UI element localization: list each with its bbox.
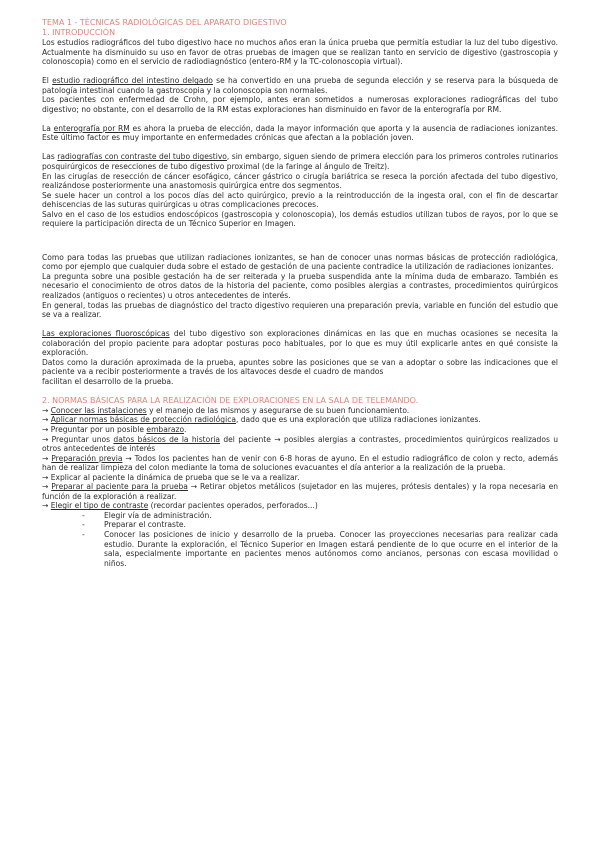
paragraph-7: Se suele hacer un control a los pocos días del acto quirúrgico, previo a la reintroducción de la ingesta oral, con el fin de descartar dehiscencias de las suturas quirúrgicas u otras complicaciones precoces. bbox=[42, 190, 558, 210]
norm-item-7: → Preparar al paciente para la prueba → Retirar objetos metálicos (sujetador en las mujeres, prótesis dentales) y la ropa necesaria en función de la exploración a realizar. bbox=[42, 482, 558, 501]
paragraph-10: La pregunta sobre una posible gestación ha de ser reiterada y la prueba suspendida ante la mínima duda de embarazo. También es necesario el conocimiento de otros datos de la historia del paciente, como posibles alergias a contrastes, procedimientos quirúrgicos realizados (antiguos o recientes) u otros antecedentes de interés. bbox=[42, 271, 558, 300]
document-body bbox=[42, 18, 558, 568]
norm-item-8: → Elegir el tipo de contraste (recordar pacientes operados, perforados...) bbox=[42, 501, 318, 511]
link-exploraciones-fluoroscopicas: Las exploraciones fluoroscópicas bbox=[42, 329, 170, 339]
paragraph-4: La enterografía por RM es ahora la prueba de elección, dada la mayor información que aporta y la ausencia de radiaciones ionizantes. Este último factor es muy importante en enfermedades crónicas que afectan a la población joven. bbox=[42, 123, 558, 143]
paragraph-13: Datos como la duración aproximada de la prueba, apuntes sobre las posiciones que se van a adoptar o sobre las indicaciones que el paciente va a recibir posteriormente a través de los altavoces desde el cuadro de mandos bbox=[42, 357, 558, 377]
paragraph-6: En las cirugías de resección de cáncer esofágico, cáncer gástrico o cirugía bariátrica se reseca la porción afectada del tubo digestivo, realizándose posteriormente una anastomosis quirúrgica entre dos segmentos. bbox=[42, 171, 558, 191]
link-enterografia-rm: enterografía por RM bbox=[53, 123, 130, 133]
paragraph-9: Como para todas las pruebas que utilizan radiaciones ionizantes, se han de conocer unas normas básicas de protección radiológica, como por ejemplo que cualquier duda sobre el estado de gestación de una paciente contradice la utilización de radiaciones ionizantes. bbox=[42, 252, 558, 272]
norm-item-4: → Preguntar unos datos básicos de la historia del paciente → posibles alergias a contrastes, procedimientos quirúrgicos realizados u otros antecedentes de interés bbox=[42, 434, 558, 454]
paragraph-11: En general, todas las pruebas de diagnóstico del tracto digestivo requieren una preparación previa, variable en función del estudio que se va a realizar. bbox=[42, 300, 558, 320]
paragraph-12: Las exploraciones fluoroscópicas del tubo digestivo son exploraciones dinámicas en las que en muchas ocasiones se necesita la colaboración del propio paciente para adoptar posturas poco habituales, por lo que es muy útil explicarle antes en qué consiste la exploración. bbox=[42, 329, 558, 358]
paragraph-5: Las radiografías con contraste del tubo digestivo, sin embargo, siguen siendo de primera elección para los primeros controles rutinarios posquirúrgicos de resecciones de tubo digestivo proximal (de la faringe al ángulo de Treitz). bbox=[42, 152, 558, 171]
norm-item-1: → Conocer las instalaciones y el manejo de las mismos y asegurarse de su buen funcionamiento. bbox=[42, 405, 410, 415]
paragraph-1: Los estudios radiográficos del tubo digestivo hace no muchos años eran la única prueba que permitía estudiar la luz del tubo digestivo. Actualmente ha disminuido su uso en favor de otras pruebas de imagen que se realizan tanto en servicio de digestivo (gastroscopia y colonoscopia) como en el servicio de radiodiagnóstico (entero-RM y la TC-colonoscopia virtual). bbox=[42, 38, 558, 67]
sub-item-3: - Conocer las posiciones de inicio y desarrollo de la prueba. Conocer las proyecciones necesarias para realizar cada estudio. Durante la exploración, el Técnico Superior en Imagen estará pendiente de lo que ocurre en el interior de la sala, especialmente importante en pacientes menos autónomos como ancianos, personas con escasa movilidad o niños. bbox=[82, 530, 558, 568]
norm-item-2: → Aplicar normas básicas de protección radiológica, dado que es una exploración que utiliza radiaciones ionizantes. bbox=[42, 415, 481, 425]
document-title: TEMA 1 - TÉCNICAS RADIOLÓGICAS DEL APARATO DIGESTIVO bbox=[42, 18, 287, 27]
norm-item-5: → Preparación previa → Todos los pacientes han de venir con 6-8 horas de ayuno. En el estudio radiográfico de colon y recto, además han de realizar limpieza del colon mediante la toma de soluciones evacuantes el día anterior a la realización de la prueba. bbox=[42, 453, 558, 473]
paragraph-3: Los pacientes con enfermedad de Crohn, por ejemplo, antes eran sometidos a numerosas exploraciones radiográficas del tubo digestivo; no obstante, con el desarrollo de la RM estas exploraciones han disminuido en favor de la enterografía por RM. bbox=[42, 95, 558, 114]
link-radiografias-contraste: radiografías con contraste del tubo digestivo bbox=[57, 152, 227, 162]
section-1-heading: 1. INTRODUCCIÓN bbox=[42, 28, 116, 37]
link-estudio-intestino-delgado: estudio radiográfico del intestino delgado bbox=[52, 76, 213, 86]
norm-item-3: → Preguntar por un posible embarazo. bbox=[42, 425, 187, 434]
paragraph-14: facilitan el desarrollo de la prueba. bbox=[42, 376, 174, 386]
paragraph-8: Salvo en el caso de los estudios endoscópicos (gastroscopia y colonoscopia), los demás estudios utilizan tubos de rayos, por lo que se requiere la participación directa de un Técnico Superior en Imagen. bbox=[42, 209, 558, 229]
section-2-heading: 2. NORMAS BÁSICAS PARA LA REALIZACIÓN DE EXPLORACIONES EN LA SALA DE TELEMANDO. bbox=[42, 395, 419, 405]
sub-item-2: - Preparar el contraste. bbox=[82, 520, 186, 530]
norm-item-6: → Explicar al paciente la dinámica de prueba que se le va a realizar. bbox=[42, 472, 300, 482]
paragraph-2: El estudio radiográfico del intestino delgado se ha convertido en una prueba de segunda elección y se reserva para la búsqueda de patología intestinal cuando la gastroscopia y la colonoscopia son normales. bbox=[42, 76, 559, 95]
sub-item-1: - Elegir vía de administración. bbox=[82, 510, 212, 520]
